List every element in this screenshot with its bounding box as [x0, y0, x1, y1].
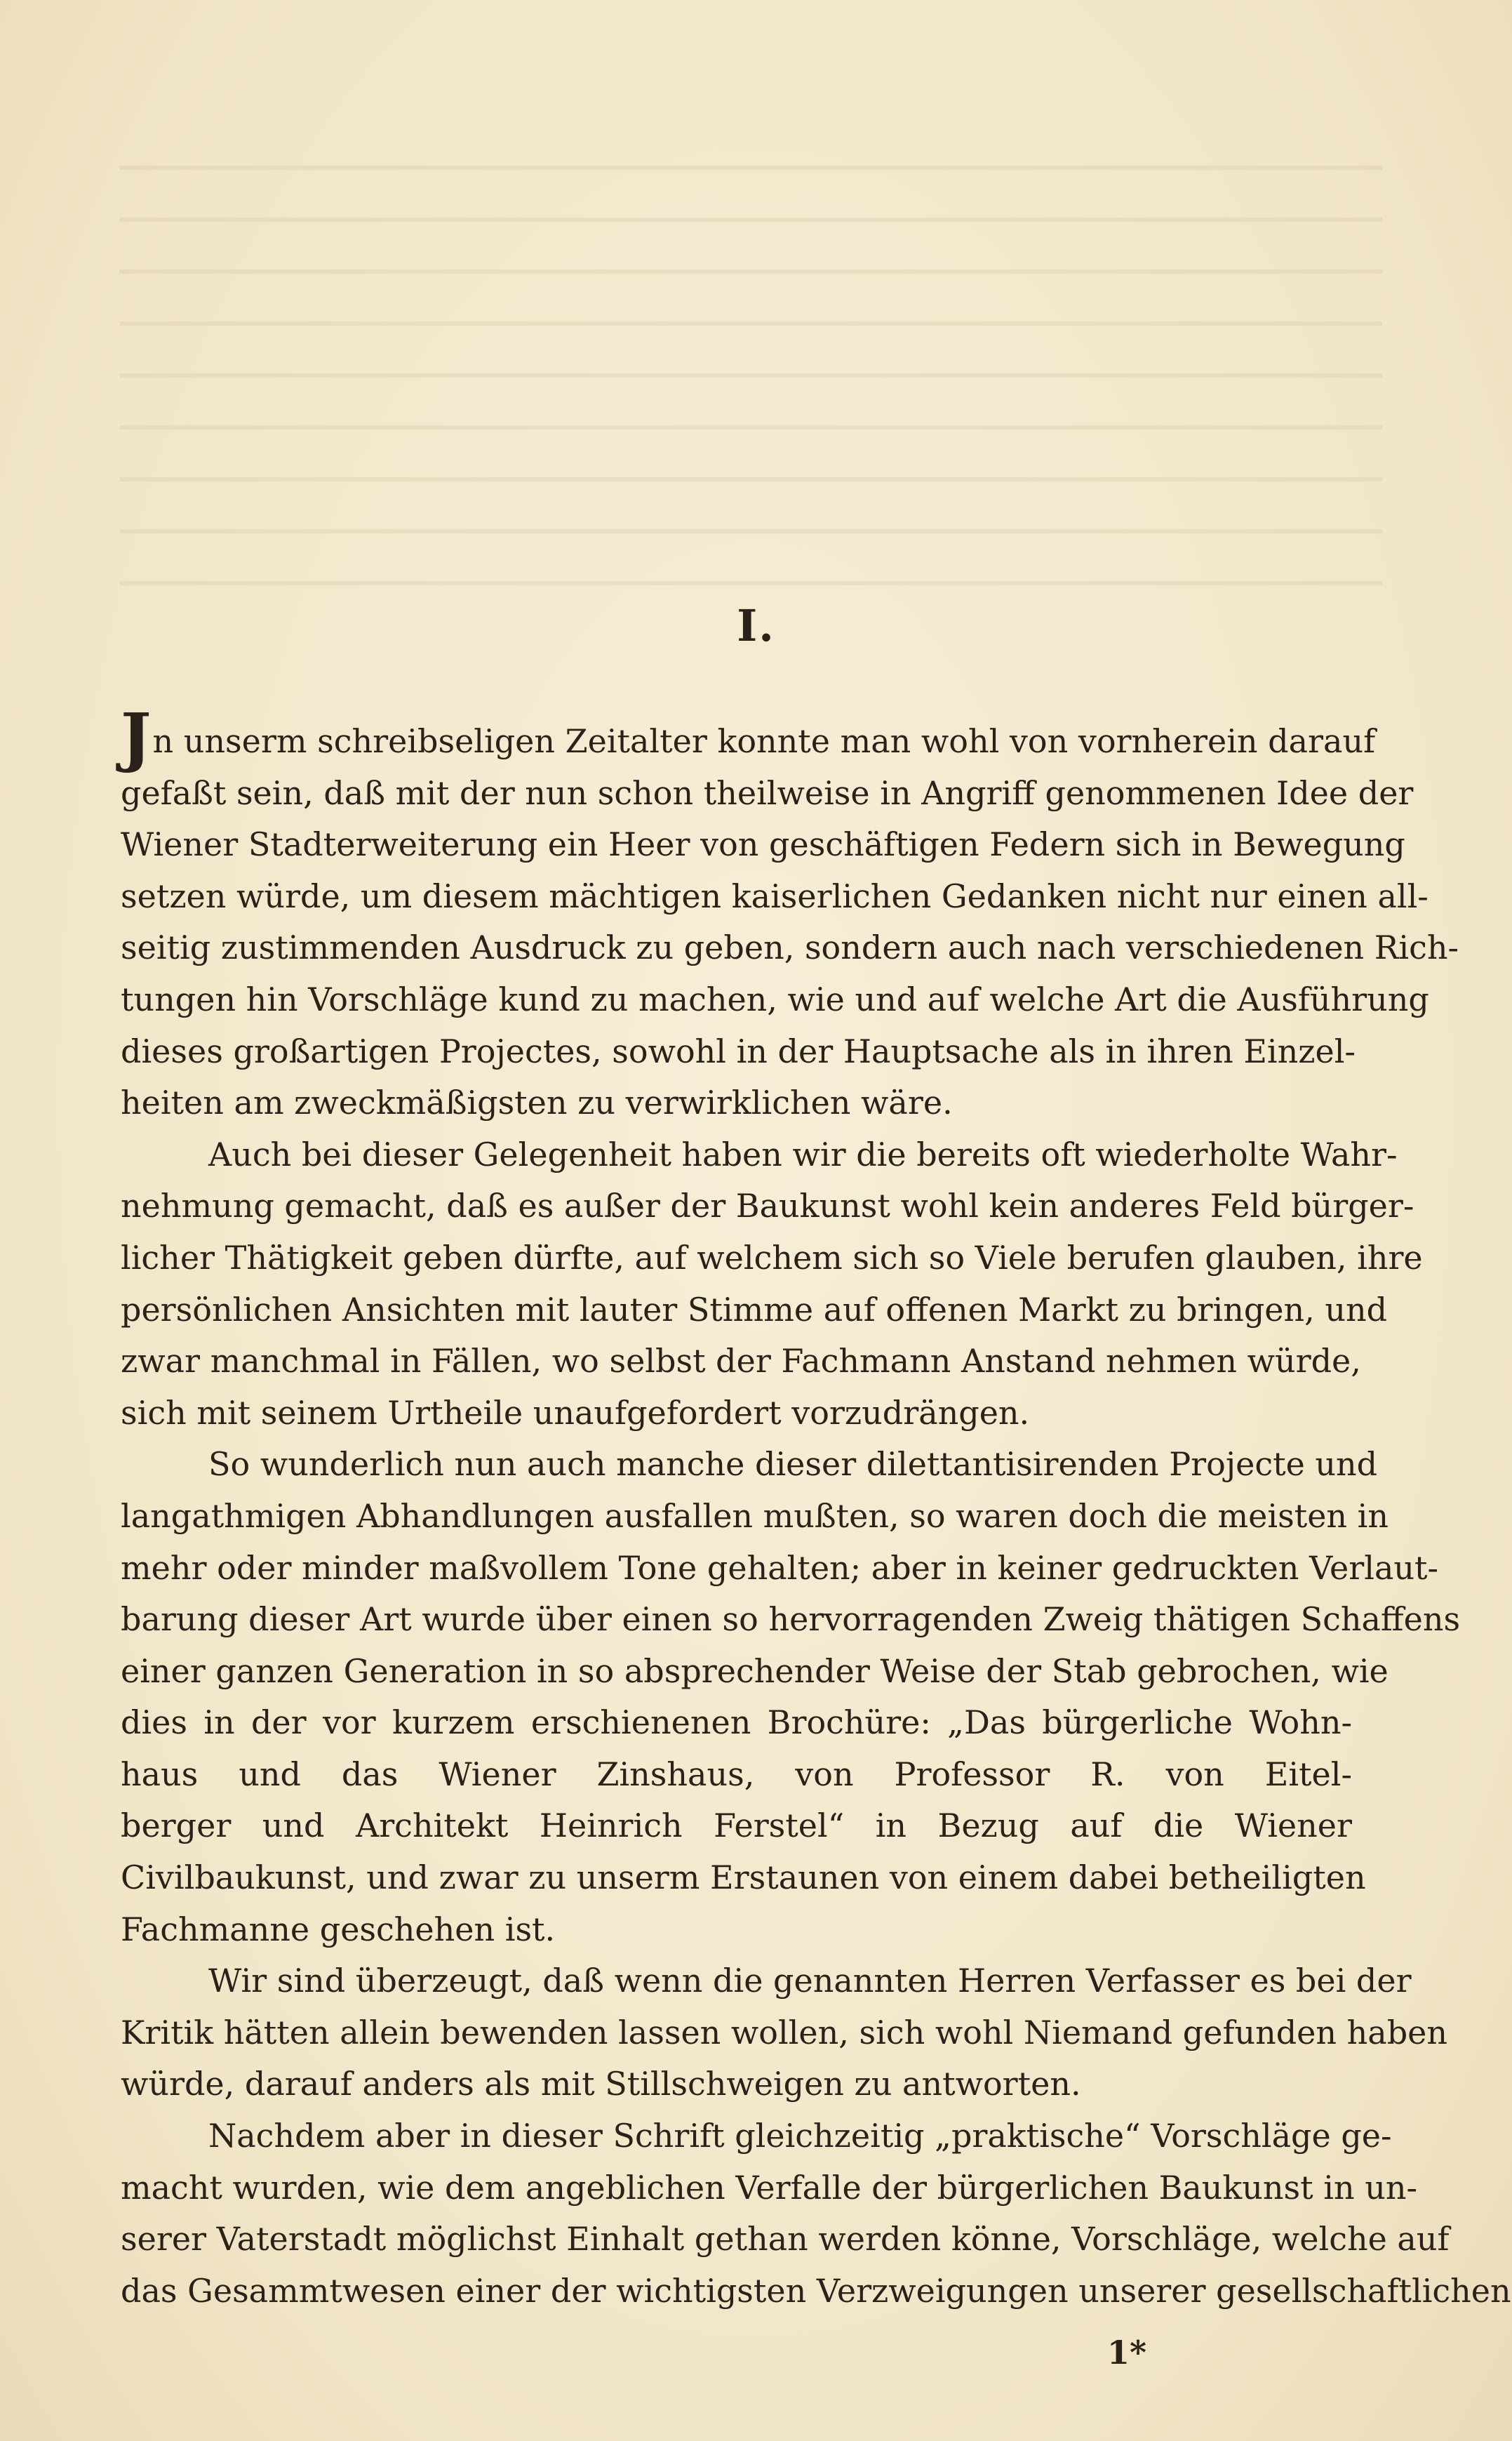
text-line: setzen würde, um diesem mächtigen kaiserlichen Gedanken nicht nur einen all-: [121, 877, 1429, 915]
text-line: Wir sind überzeugt, daß wenn die genannten Herren Verfasser es bei der: [208, 1962, 1412, 2000]
drop-cap: J: [121, 699, 152, 775]
text-line: Auch bei dieser Gelegenheit haben wir die bereits oft wiederholte Wahr-: [208, 1135, 1398, 1173]
chapter-heading: I.: [737, 600, 775, 651]
text-line: dies in der vor kurzem erschienenen Brochüre: „Das bürgerliche Wohn-: [121, 1703, 1352, 1742]
text-line: nehmung gemacht, daß es außer der Baukunst wohl kein anderes Feld bürger-: [121, 1187, 1414, 1225]
text-line: gefaßt sein, daß mit der nun schon theilweise in Angriff genommenen Idee der: [121, 773, 1414, 812]
text-line: berger und Architekt Heinrich Ferstel“ in Bezug auf die Wiener: [121, 1807, 1352, 1845]
text-line: Jn unserm schreibseligen Zeitalter konnte man wohl von vornherein darauf: [121, 699, 1376, 775]
text-line: So wunderlich nun auch manche dieser dilettantisirenden Projecte und: [208, 1445, 1378, 1484]
text-line: zwar manchmal in Fällen, wo selbst der Fachmann Anstand nehmen würde,: [121, 1342, 1361, 1381]
text-line: haus und das Wiener Zinshaus, von Professor R. von Eitel-: [121, 1755, 1352, 1793]
bleed-through-texture: [119, 133, 1382, 625]
text-line: würde, darauf anders als mit Stillschweigen zu antworten.: [121, 2065, 1081, 2103]
body-text: [121, 699, 1511, 2317]
text-line: das Gesammtwesen einer der wichtigsten Verzweigungen unserer gesellschaftlichen: [121, 2271, 1511, 2310]
text-line: macht wurden, wie dem angeblichen Verfalle der bürgerlichen Baukunst in un-: [121, 2168, 1418, 2207]
text-line: licher Thätigkeit geben dürfte, auf welchem sich so Viele berufen glauben, ihre: [121, 1238, 1423, 1277]
text-line: serer Vaterstadt möglichst Einhalt gethan werden könne, Vorschläge, welche auf: [121, 2220, 1450, 2259]
text-line: tungen hin Vorschläge kund zu machen, wie und auf welche Art die Ausführung: [121, 980, 1429, 1018]
signature-mark: 1*: [1107, 2334, 1147, 2372]
text-line: Civilbaukunst, und zwar zu unserm Erstaunen von einem dabei betheiligten: [121, 1858, 1366, 1897]
text-line: heiten am zweckmäßigsten zu verwirklichen wäre.: [121, 1084, 953, 1122]
text-line: barung dieser Art wurde über einen so hervorragenden Zweig thätigen Schaffens: [121, 1600, 1461, 1639]
text-line: dieses großartigen Projectes, sowohl in der Hauptsache als in ihren Einzel-: [121, 1032, 1356, 1070]
text-line: persönlichen Ansichten mit lauter Stimme auf offenen Markt zu bringen, und: [121, 1290, 1388, 1329]
text-line: Wiener Stadterweiterung ein Heer von geschäftigen Federn sich in Bewegung: [121, 825, 1405, 864]
text-line: Nachdem aber in dieser Schrift gleichzeitig „praktische“ Vorschläge ge-: [208, 2117, 1392, 2155]
text-line: mehr oder minder maßvollem Tone gehalten; aber in keiner gedruckten Verlaut-: [121, 1548, 1439, 1587]
text-line: Kritik hätten allein bewenden lassen wollen, sich wohl Niemand gefunden haben: [121, 2013, 1447, 2051]
text-line: langathmigen Abhandlungen ausfallen mußten, so waren doch die meisten in: [121, 1496, 1389, 1535]
text-line: seitig zustimmenden Ausdruck zu geben, sondern auch nach verschiedenen Rich-: [121, 929, 1459, 967]
text-line: sich mit seinem Urtheile unaufgefordert vorzudrängen.: [121, 1393, 1030, 1432]
text-line: einer ganzen Generation in so absprechender Weise der Stab gebrochen, wie: [121, 1651, 1389, 1690]
text-line: Fachmanne geschehen ist.: [121, 1910, 556, 1948]
